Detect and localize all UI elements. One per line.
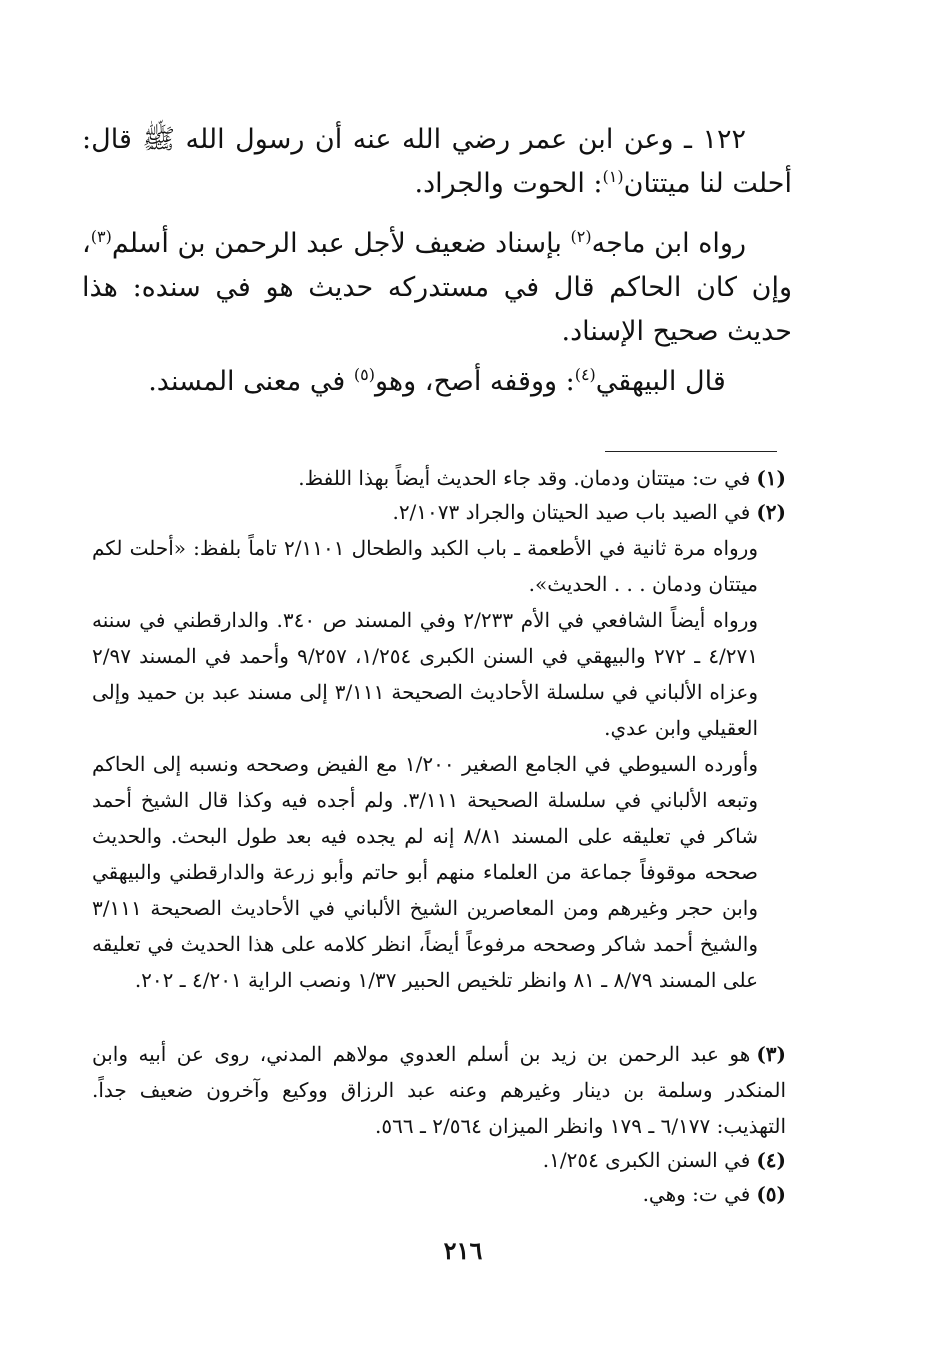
footnote-separator	[605, 451, 777, 452]
bayhaqi-paragraph	[82, 360, 792, 404]
hadith-paragraph	[82, 118, 792, 206]
footnote-2-continuation-c	[92, 746, 786, 998]
footnote-text: في السنن الكبرى ١/٢٥٤.	[542, 1148, 751, 1172]
footnote-number: (١)	[756, 466, 786, 490]
footnote-text: ورواه مرة ثانية في الأطعمة ـ باب الكبد والطحال ٢/١١٠١ تاماً بلفظ: «أحلت لكم ميتتان ودمان . . . الحديث».	[92, 536, 759, 596]
footnote-ref-4: (٤)	[574, 365, 596, 384]
page-number: ٢١٦	[443, 1236, 483, 1265]
footnote-3	[92, 1036, 786, 1144]
footnote-5	[92, 1176, 786, 1212]
footnote-number: (٤)	[756, 1148, 786, 1172]
footnote-text: في ت: وهي.	[642, 1182, 751, 1206]
takhrij-text-a: رواه ابن ماجه	[591, 228, 746, 259]
footnote-2-continuation-a	[92, 530, 786, 602]
footnote-2	[92, 494, 786, 530]
takhrij-text-c: ، وإن كان الحاكم قال في مستدركه حديث هو في سنده: هذا حديث صحيح الإسناد.	[82, 228, 792, 347]
footnote-text: في ت: ميتتان ودمان. وقد جاء الحديث أيضاً بهذا اللفظ.	[298, 466, 751, 490]
footnote-text: هو عبد الرحمن بن زيد بن أسلم العدوي مولاهم المدني، روى عن أبيه وابن المنكدر وسلمة بن دينار وغيرهم وعنه عبد الرزاق ووكيع وآخرون ضعيف جداً. التهذيب: ٦/١٧٧ ـ ١٧٩ وانظر الميزان ٢/٥٦٤ ـ ٥٦٦.	[92, 1042, 786, 1138]
bayhaqi-text-c: في معنى المسند.	[148, 366, 354, 397]
footnote-ref-1: (١)	[602, 167, 624, 186]
footnote-text: وأورده السيوطي في الجامع الصغير ١/٢٠٠ مع الفيض وصححه ونسبه إلى الحاكم وتبعه الألباني في سلسلة الصحيحة ٣/١١١. ولم أجده فيه وكذا قال الشيخ أحمد شاكر في تعليقه على المسند ٨/٨١ إنه لم يجده فيه بعد طول البحث. والحديث صححه موقوفاً جماعة من العلماء منهم أبو حاتم وأبو زرعة والدارقطني والبيهقي وابن حجر وغيرهم ومن المعاصرين الشيخ الألباني في الأحاديث الصحيحة ٣/١١١ والشيخ أحمد شاكر وصححه مرفوعاً أيضاً، انظر كلامه على هذا الحديث في تعليقه على المسند ٨/٧٩ ـ ٨١ وانظر تلخيص الحبير ١/٣٧ ونصب الراية ٤/٢٠١ ـ ٢٠٢.	[92, 752, 758, 992]
footnote-number: (٥)	[756, 1182, 786, 1206]
footnote-ref-5: (٥)	[353, 365, 375, 384]
footnote-1	[92, 460, 786, 496]
takhrij-paragraph	[82, 222, 792, 354]
footnote-text: في الصيد باب صيد الحيتان والجراد ٢/١٠٧٣.	[392, 500, 751, 524]
footnote-text: ورواه أيضاً الشافعي في الأم ٢/٢٣٣ وفي المسند ص ٣٤٠. والدارقطني في سننه ٤/٢٧١ ـ ٢٧٢ والبيهقي في السنن الكبرى ١/٢٥٤، ٩/٢٥٧ وأحمد في المسند ٢/٩٧ وعزاه الألباني في سلسلة الأحاديث الصحيحة ٣/١١١ إلى مسند عبد بن حميد وإلى العقيلي وابن عدي.	[92, 608, 759, 740]
footnote-4	[92, 1142, 786, 1178]
bayhaqi-text-b: : ووقفه أصح، وهو	[374, 366, 575, 397]
footnote-ref-3: (٣)	[90, 227, 112, 246]
footnote-number: (٢)	[756, 500, 786, 524]
bayhaqi-text-a: قال البيهقي	[595, 366, 726, 397]
hadith-text: ١٢٢ ـ وعن ابن عمر رضي الله عنه أن رسول الله ﷺ قال: أحلت لنا ميتتان	[82, 124, 792, 199]
footnote-number: (٣)	[756, 1042, 786, 1066]
footnote-2-continuation-b	[92, 602, 786, 746]
hadith-text-end: : الحوت والجراد.	[414, 168, 603, 199]
takhrij-text-b: بإسناد ضعيف لأجل عبد الرحمن بن أسلم	[111, 228, 571, 259]
footnote-ref-2: (٢)	[570, 227, 592, 246]
